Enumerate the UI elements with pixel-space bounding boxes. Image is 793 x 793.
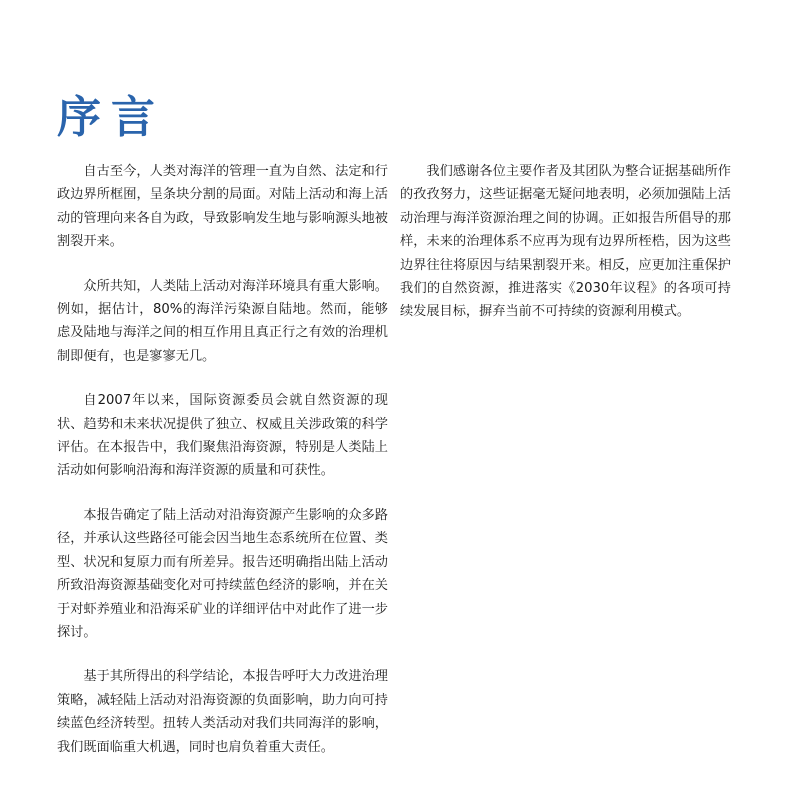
page-title: 序言 [57, 92, 165, 143]
right-column [400, 160, 731, 345]
paragraph-history: 自古至今，人类对海洋的管理一直为自然、法定和行政边界所框囿，呈条块分割的局面。对陆上活动和海上活动的管理向来各自为政，导致影响发生地与影响源头地被割裂开来。 [57, 164, 388, 250]
paragraph-irp-assessment: 自2007年以来，国际资源委员会就自然资源的现状、趋势和未来状况提供了独立、权威且关涉政策的科学评估。在本报告中，我们聚焦沿海资源，特别是人类陆上活动如何影响沿海和海洋资源的质量和可获性。 [57, 393, 388, 479]
paragraph-report-pathways: 本报告确定了陆上活动对沿海资源产生影响的众多路径，并承认这些路径可能会因当地生态系统所在位置、类型、状况和复原力而有所差异。报告还明确指出陆上活动所致沿海资源基础变化对可持续蓝色经济的影响，并在关于对虾养殖业和沿海采矿业的详细评估中对此作了进一步探讨。 [57, 507, 388, 640]
paragraph-land-impact: 众所共知，人类陆上活动对海洋环境具有重大影响。例如，据估计，80%的海洋污染源自陆地。然而，能够虑及陆地与海洋之间的相互作用且真正行之有效的治理机制即便有，也是寥寥无几。 [57, 278, 388, 364]
paragraph-call-to-action: 基于其所得出的科学结论，本报告呼吁大力改进治理策略，减轻陆上活动对沿海资源的负面影响，助力向可持续蓝色经济转型。扭转人类活动对我们共同海洋的影响，我们既面临重大机遇，同时也肩负着重大责任。 [57, 669, 388, 755]
left-column [57, 160, 388, 780]
paragraph-acknowledgement: 我们感谢各位主要作者及其团队为整合证据基础所作的孜孜努力，这些证据毫无疑问地表明，必须加强陆上活动治理与海洋资源治理之间的协调。正如报告所倡导的那样，未来的治理体系不应再为现有边界所桎梏，因为这些边界往往将原因与结果割裂开来。相反，应更加注重保护我们的自然资源，推进落实《2030年议程》的各项可持续发展目标，摒弃当前不可持续的资源利用模式。 [400, 164, 731, 320]
